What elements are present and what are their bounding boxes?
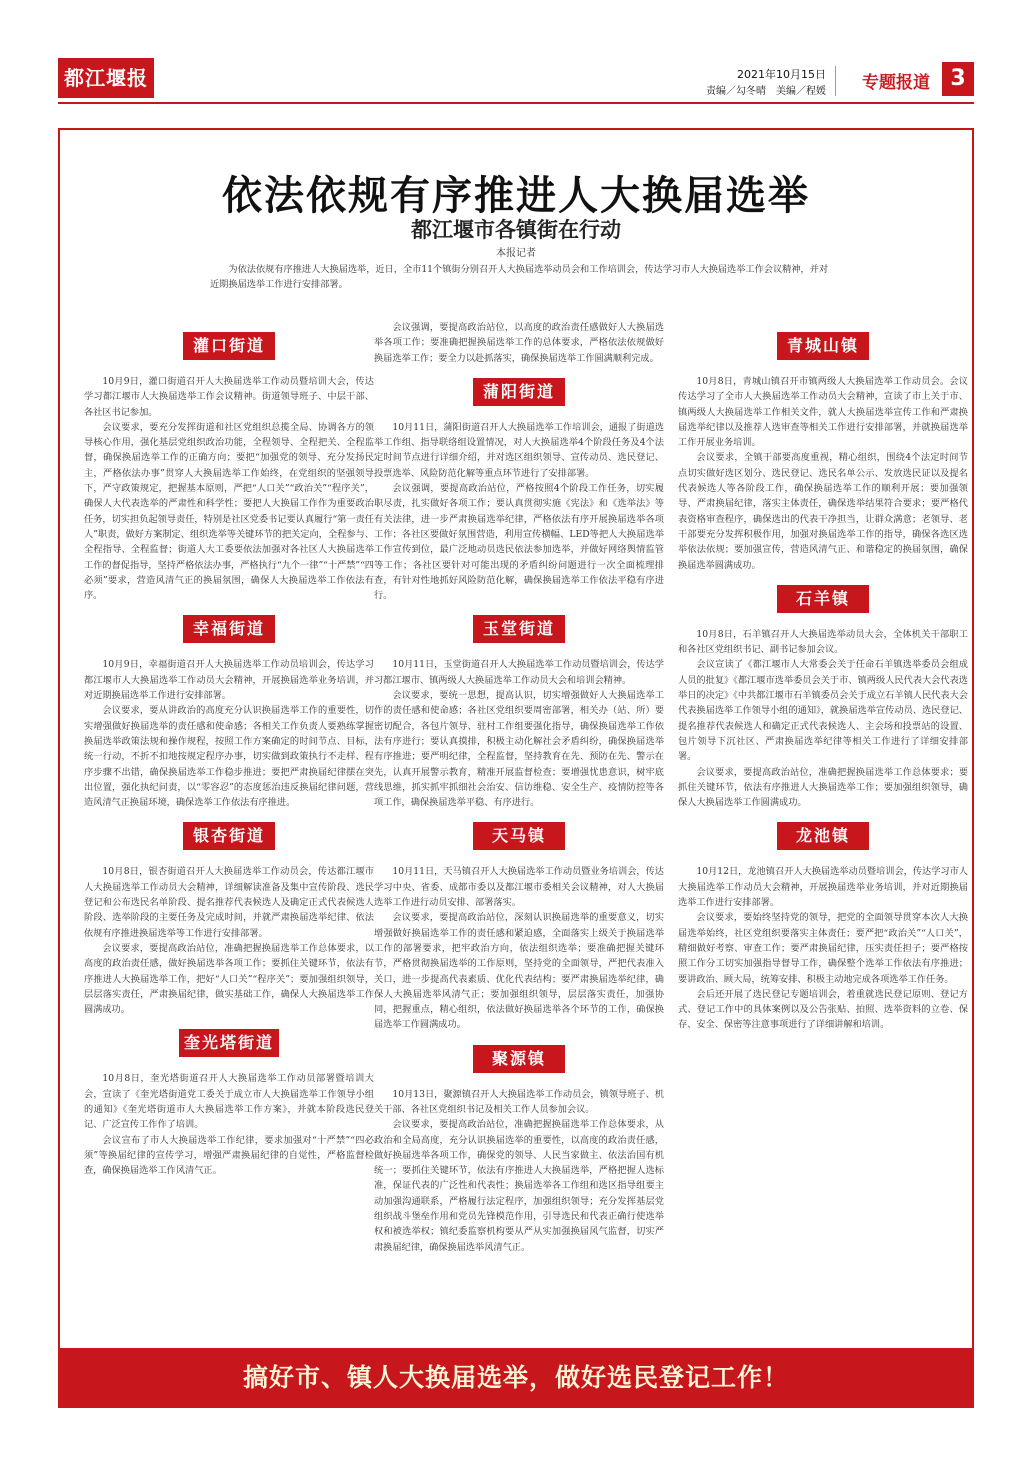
paragraph: 会议要求，全镇干部要高度重视，精心组织，围绕4个法定时间节点切实做好选区划分、选民登记、选民名单公示、发放选民证以及提名代表候选人等各阶段工作，确保换届选举工作的顺利开展；要加强领导、严肃换届纪律，落实主体责任，确保选举结果符合要求；要严格代表资格审查程序，确保选出的代表干净担当，让群众满意；老领导、老干部要充分发挥积极作用，加强对换届选举工作的指导，确保各选区选举依法依规；要加强宣传，营造风清气正、和谐稳定的换届氛围，确保换届选举圆满成功。 xyxy=(678,452,968,571)
section-title-yinxing: 银杏街道 xyxy=(183,822,275,850)
section-title-xingfu: 幸福街道 xyxy=(183,615,275,643)
paragraph: 会议强调，要提高政治站位，以高度的政治责任感做好人大换届选举各项工作；要准确把握换届选举工作的总体要求，严格依法依规做好换届选举工作；要全力以赴抓落实，确保换届选举工作圆满顺利完成。 xyxy=(374,322,664,364)
section-title-shiyang: 石羊镇 xyxy=(777,585,869,613)
paragraph: 10月11日，天马镇召开人大换届选举工作动员暨业务培训会，传达学习中央、省委、成都市委以及都江堰市委相关会议精神，对人大换届选举工作进行动员安排、部署落实。 xyxy=(374,866,664,909)
paragraph: 10月11日，玉堂街道召开人大换届选举工作动员暨培训会，传达学习都江堰市、镇两级人大换届选举工作动员大会和培训会精神。 xyxy=(374,659,664,686)
article-subheadline: 都江堰市各镇街在行动 xyxy=(411,217,621,242)
paragraph: 10月9日，灌口街道召开人大换届选举工作动员暨培训大会，传达学习都江堰市人大换届选举工作会议精神。街道领导班子、中层干部、各社区书记参加。 xyxy=(84,376,374,418)
section-title-kuiguangta: 奎光塔街道 xyxy=(179,1029,279,1057)
section-name: 专题报道 xyxy=(862,73,930,93)
paragraph: 会议要求，要提高政治站位，准确把握换届选举工作总体要求，从政治和全局高度，充分认识换届选举的重要性，以高度的政治责任感，做好换届选举各项工作，确保党的领导、人民当家做主、依法治国有机统一；要抓住关键环节，依法有序推进人大换届选举，严格把握人选标准，保证代表的广泛性和代表性；换届选举各工作组和选区指导组要主动加强沟通联系，严格履行法定程序，加强组织领导；充分发挥基层党组织战斗堡垒作用和党员先锋模范作用，引导选民和代表正确行使选举权和被选举权；镇纪委监察机构要从严从实加强换届风气监督，切实严肃换届纪律，确保换届选举风清气正。 xyxy=(374,1119,664,1253)
section-title-puyang: 蒲阳街道 xyxy=(473,378,565,406)
section-title-guankou: 灌口街道 xyxy=(183,332,275,360)
section-title-longchi: 龙池镇 xyxy=(777,822,869,850)
editor-credits: 责编／勾冬晴 美编／程媛 xyxy=(706,86,826,97)
paragraph: 10月13日，聚源镇召开人大换届选举工作动员会，镇领导班子、机关干部、各社区党组织书记及相关工作人员参加会议。 xyxy=(374,1088,664,1115)
header-rule xyxy=(58,102,974,104)
article-lead: 为依法依规有序推进人大换届选举，近日，全市11个镇街分别召开人大换届选举动员会和工作培训会，传达学习市人大换届选举工作会议精神，并对近期换届选举工作进行安排部署。 xyxy=(210,264,829,290)
column-left xyxy=(84,320,374,1350)
paragraph: 10月8日，奎光塔街道召开人大换届选举工作动员部署暨培训大会，宣读了《奎光塔街道党工委关于成立市人大换届选举工作领导小组的通知》《奎光塔街道市人大换届选举工作方案》，并就本阶段选民登记、广泛宣传工作作了培训。 xyxy=(84,1073,374,1131)
issue-date: 2021年10月15日 xyxy=(737,68,826,81)
column-right xyxy=(678,320,968,1350)
newspaper-masthead-logo: 都江堰报 xyxy=(58,58,154,98)
paragraph: 10月12日，龙池镇召开人大换届选举动员暨培训会，传达学习市人大换届选举工作动员大会精神，开展换届选举业务培训，并对近期换届选举工作进行安排部署。 xyxy=(678,866,968,909)
paragraph: 10月8日，石羊镇召开人大换届选举动员大会，全体机关干部职工和各社区党组织书记、副书记参加会议。 xyxy=(678,628,968,656)
article-byline: 本报记者 xyxy=(496,248,536,259)
paragraph: 会议要求，要提高政治站位，深刻认识换届选举的重要意义，切实增强做好换届选举工作的责任感和紧迫感，全面落实上级关于换届选举工作的部署要求，把牢政治方向，依法组织选举；要准确把握关键环节，严格贯彻换届选举的工作原则，坚持党的全面领导，严把代表准入关口，进一步提高代表素质、优化代表结构；要严肃换届选举纪律，确保人大换届选举风清气正；要加强组织领导，层层落实责任，加强协同，把握重点，精心组织，依法做好换届选举各个环节的工作，确保换届选举工作圆满成功。 xyxy=(374,912,664,1031)
paragraph: 会议要求，要从讲政治的高度充分认识换届选举工作的重要性，切实增强做好换届选举的责任感和使命感；各相关工作负责人要熟练掌握换届选举政策法规和操作规程，按照工作方案确定的时间节点、目标，统一行动，不折不扣地按规定程序办事，切实做到政策执行不走样、程序步骤不出错，确保换届选举工作稳步推进；要把严肃换届纪律摆在突出位置，强化执纪问责，以“零容忍”的态度惩治违反换届纪律问题，营造风清气正换届环境，确保选举工作依法有序推进。 xyxy=(84,705,374,809)
section-title-yutang: 玉堂街道 xyxy=(473,615,565,643)
paragraph: 会议要求，要提高政治站位，准确把握换届选举工作总体要求；要抓住关键环节，依法有序推进人大换届选举工作；要加强组织领导，确保人大换届选举工作圆满成功。 xyxy=(678,766,968,809)
paragraph: 会议要求，要始终坚持党的领导，把党的全面领导贯穿本次人大换届选举始终，社区党组织要落实主体责任；要严把“政治关”“人口关”，精细做好考察、审查工作；要严肃换届纪律，压实责任担子；要严格按照工作分工切实加强指导督导工作，确保整个选举工作依法有序推进；要讲政治、顾大局，统筹安排、积极主动地完成各项选举工作任务。 xyxy=(678,912,968,985)
section-title-juyuan: 聚源镇 xyxy=(473,1045,565,1073)
paragraph: 10月9日，幸福街道召开人大换届选举工作动员培训会，传达学习都江堰市人大换届选举工作动员大会精神，开展换届选举业务培训，并对近期换届选举工作进行安排部署。 xyxy=(84,659,374,702)
paragraph: 会后还开展了选民登记专题培训会，着重就选民登记原则、登记方式、登记工作中的具体案例以及公告张贴、拍照、选举资料的立卷、保存、安全、保密等注意事项进行了详细讲解和培训。 xyxy=(678,988,968,1031)
section-title-tianma: 天马镇 xyxy=(473,822,565,850)
section-title-qingchengshan: 青城山镇 xyxy=(777,332,869,360)
paragraph: 10月8日，青城山镇召开市镇两级人大换届选举工作动员会。会议传达学习了全市人大换届选举工作动员大会精神，宣读了市上关于市、镇两级人大换届选举工作相关文件，就人大换届选举宣传工作和严肃换届选举纪律以及推荐人选审查等相关工作进行安排部署，并就换届选举工作开展业务培训。 xyxy=(678,376,968,449)
paragraph: 10月11日，蒲阳街道召开人大换届选举工作培训会，通报了街道选举工作组、指导联络组设置情况，对人大换届选举4个阶段任务及4个法定时间节点进行详细介绍，并对选区组织领导、宣传动员、选民登记、投票选举、风险防范化解等重点环节进行了安排部署。 xyxy=(374,421,664,479)
paragraph: 会议要求，要提高政治站位，准确把握换届选举工作总体要求，以高度的政治责任感，做好换届选举各项工作；要抓住关键环节，依法有序推进人大换届选举工作，把好“人口关”“程序关”；要加强组织领导，层层落实责任，严肃换届纪律，做实基础工作，确保人大换届选举工作圆满成功。 xyxy=(84,942,374,1016)
paragraph: 会议强调，要提高政治站位，严格按照4个阶段工作任务，切实履职尽责，扎实做好各项工作；要认真贯彻实施《宪法》和《选举法》等有关法律，进一步严肃换届选举纪律，严格依法有序开展换届选举各项工作；各社区要做好氛围营造，利用宣传横幅、LED等把人大换届选举工作宣传到位，最广泛地动员选民依法参加选举，并做好网络舆情监管等工作；各社区要针对可能出现的矛盾纠纷问题进行一次全面梳理排查，有针对性地抓好风险防范化解，确保换届选举工作依法平稳有序进行。 xyxy=(374,483,664,602)
article-frame xyxy=(58,128,974,1408)
article-headline: 依法依规有序推进人大换届选举 xyxy=(222,173,810,219)
paragraph: 会议宣读了《都江堰市人大常委会关于任命石羊镇选举委员会组成人员的批复》《都江堰市选举委员会关于市、镇两级人民代表大会代表选举日的决定》《中共都江堰市石羊镇委员会关于成立石羊镇人民代表大会代表换届选举工作领导小组的通知》，就换届选举宣传动员、选民登记、提名推荐代表候选人和确定正式代表候选人、主会场和投票站的设置、包片领导下沉社区、严肃换届选举纪律等相关工作进行了详细安排部署。 xyxy=(678,659,968,763)
page-header xyxy=(58,58,974,104)
paragraph: 会议要求，要充分发挥街道和社区党组织总揽全局、协调各方的领导核心作用，强化基层党组织政治功能，全程领导、全程把关、全程监督，确保换届选举工作的正确方向；要把“加强党的领导、充分发扬民主，严格依法办事”贯穿人大换届选举工作始终，在党组织的坚强领导下，严守政策规定，把握基本原则，严把“人口关”“政治关”“程序关”，确保人大代表选举的严肃性和科学性；要把人大换届工作作为重要政治任务，切实担负起领导责任，特别是社区党委书记要认真履行“第一责任人”职责，做好方案制定、组织选举等关键环节的把关定向，全程参与、全程指导、全程监督；街道人大工委要依法加强对各社区人大换届选举工作的督促指导，坚持严格依法办事，严格执行“九个一律”“十严禁”“四必须”要求，营造风清气正的换届氛围，确保人大换届选举工作依法有序。 xyxy=(84,421,374,602)
paragraph: 10月8日，银杏街道召开人大换届选举工作动员会，传达都江堰市人大换届选举工作动员大会精神，详细解读准备及集中宣传阶段、选民登记和公布选民名单阶段、提名推荐代表候选人及确定正式代表候选人阶段、选举阶段的主要任务及完成时间，并就严肃换届选举纪律、依法依规有序推进换届选举等工作进行安排部署。 xyxy=(84,866,374,939)
paragraph: 会议宣布了市人大换届选举工作纪律，要求加强对“十严禁”“四必须”等换届纪律的宣传学习，增强严肃换届纪律的自觉性，严格监督检查，确保换届选举工作风清气正。 xyxy=(84,1134,374,1177)
slogan-banner: 搞好市、镇人大换届选举，做好选民登记工作！ xyxy=(58,1348,974,1408)
column-middle xyxy=(374,320,664,1350)
header-divider xyxy=(835,66,836,96)
paragraph: 会议要求，要统一思想，提高认识，切实增强做好人大换届选举工作的责任感和使命感；各社区党组织要周密部署，相关办（站、所）要密切配合，各包片领导、驻村工作组要强化指导，确保换届选举工作依法有序进行；要认真摸排，积极主动化解社会矛盾纠纷，确保换届选举有序推进；要严明纪律，全程监督，坚持教育在先、预防在先、警示在先，认真开展警示教育，精准开展监督检查；要增强忧患意识，树牢底线思维，抓实抓牢抓细社会治安、信访维稳、安全生产、疫情防控等各项工作，确保换届选举平稳、有序进行。 xyxy=(374,690,664,809)
page-number: 3 xyxy=(942,62,974,96)
